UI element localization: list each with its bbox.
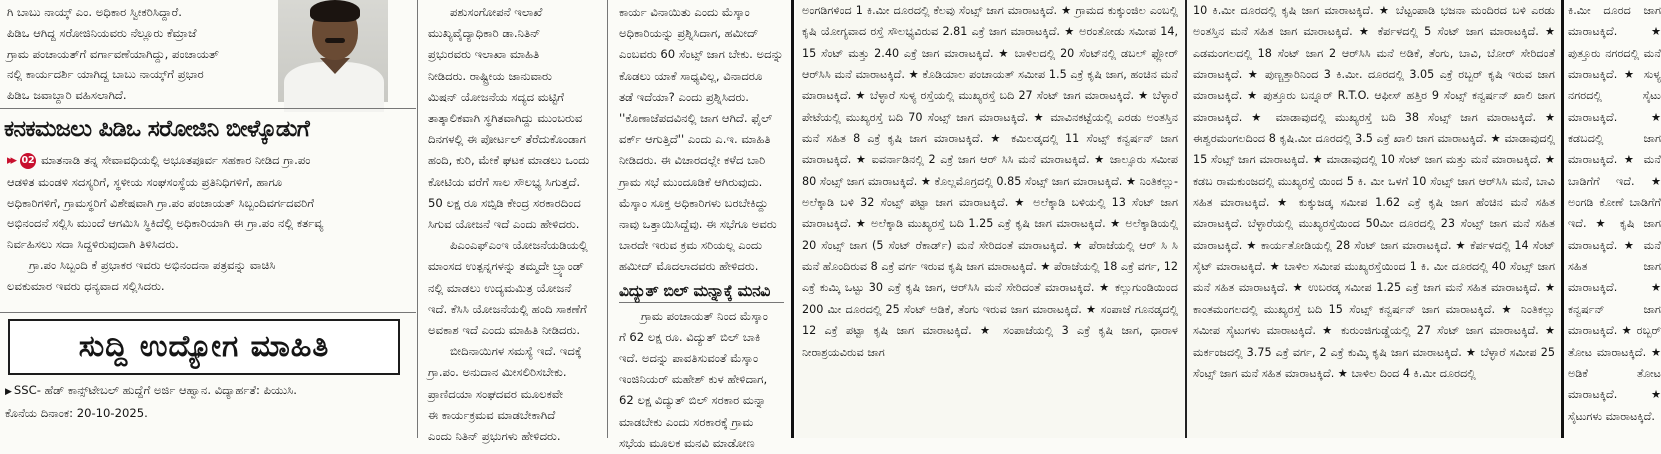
- headline: ಕನಕಮಜಲು ಪಿಡಿಒ ಸರೋಜಿನಿ ಬೀಳ್ಕೊಡುಗೆ: [4, 116, 310, 142]
- text-line: ತಾತ್ಕಾಲಿಕವಾಗಿ ಸ್ಥಗಿತವಾಗಿದ್ದು ಮುಂಬರುವ: [428, 111, 583, 126]
- text-line: ಗ್ರಾ.ಪಂ ಸಿಬ್ಬಂದಿ ಕೆ ಪ್ರಭಾಕರ ಇವರು ಅಭಿನಂದನಾ ಪತ್ರವನ್ನು ವಾಚಿಸಿ: [29, 257, 276, 272]
- job-item: [5, 380, 410, 403]
- text-line: ತಡೆ ಇದೆಯಾ? ಎಂದು ಪ್ರಶ್ನಿಸಿದರು.: [619, 89, 749, 104]
- text-line: 50 ಲಕ್ಷ ರೂ ಸಬ್ಸಿಡಿ ಕೇಂದ್ರ ಸರಕಾರದಿಂದ: [428, 195, 581, 210]
- text-line: ಸಭೆಯ ಮೂಲಕ ಮನವಿ ಮಾಡೋಣ: [619, 435, 755, 450]
- text-line: ಈ ಕಾರ್ಯಕ್ರಮವ ಮಾಡಬೇಕಾಗಿದೆ: [428, 407, 556, 422]
- text-line: ಹಮೀದ್ ಮೊದಲಾದವರು ಹೇಳಿದರು.: [619, 259, 759, 274]
- text-line: ಗ್ರಾಮ ಪಂಚಾಯತ್‌ಗೆ ವರ್ಗಾವಣೆಯಾಗಿದ್ದು, ಪಂಚಾಯತ್: [7, 46, 219, 61]
- classifieds-border: [791, 0, 794, 438]
- text-line: ಎಂದು ನಿತಿನ್ ಪ್ರಭುಗಳು ಹೇಳಿದರು.: [428, 429, 561, 444]
- text-line: SSC- ಹೆಡ್ ಕಾನ್ಸ್‌ಟೇಬಲ್ ಹುದ್ದೆಗೆ ಅರ್ಜಿ ಆಹ್ವಾನ. ವಿದ್ಯಾರ್ಹತೆ: ಪಿಯುಸಿ.: [13, 383, 297, 397]
- text-line: ದಿನಗಳಲ್ಲಿ ಈ ಪೋರ್ಟಲ್ ತೆರೆದುಕೊಂಡಾಗ: [428, 132, 586, 147]
- classifieds-column-right: [1564, 0, 1661, 438]
- text-line: ಪಶುಸಂಗೋಪನೆ ಇಲಾಖೆ: [450, 5, 543, 19]
- text-line: ನಾವು ಒತ್ತಾಯಿಸಿದ್ದೆವು. ಈ ಸಭೆಗೂ ಅವರು: [619, 217, 777, 232]
- divider: [0, 108, 416, 109]
- text-line: ಮಿಷನ್ ಯೋಜನೆಯ ಸದ್ಯದ ಮಟ್ಟಿಗೆ: [428, 89, 564, 104]
- article-column-3: [612, 0, 788, 450]
- jobs-banner: [8, 319, 400, 375]
- text-line: ಮಾಂಸದ ಉತ್ಪನ್ನಗಳನ್ನು ತಮ್ಮದೇ ಬ್ರ್ಯಾಂಡ್: [428, 259, 584, 274]
- text-line: 62 ಲಕ್ಷ ವಿದ್ಯುತ್ ಬಿಲ್ ಸರಕಾರ ಮನ್ನಾ: [619, 393, 767, 408]
- text-line: ಅವಕಾಶ ಇದೆ ಎಂದು ಮಾಹಿತಿ ನೀಡಿದರು.: [428, 323, 581, 338]
- text-line: ಕಾರ್ಯ ವಿನಾಯಿತು ಎಂದು ಮೆಸ್ಕಾಂ: [619, 5, 750, 19]
- text-line: ಸಿಗುವ ಯೋಜನೆ ಇದೆ ಎಂದು ಹೇಳಿದರು.: [428, 217, 580, 232]
- text-line: ಗೆ 62 ಲಕ್ಷ ರೂ. ವಿದ್ಯುತ್ ಬಿಲ್ ಬಾಕಿ: [619, 329, 761, 344]
- text-line: ವರ್ಕ್ ಆಗುತ್ತಿದೆ'' ಎಂದು ಎ.ಇ. ಮಾಹಿತಿ: [619, 132, 771, 147]
- subheading: ವಿದ್ಯುತ್ ಬಿಲ್ ಮನ್ನಾಕ್ಕೆ ಮನವಿ: [619, 280, 784, 303]
- article-continuation: [7, 2, 272, 106]
- text-line: ಅಧಿಕಾರಿಯನ್ನು ಪ್ರಶ್ನಿಸಿದಾಗ, ಹಮೀದ್: [619, 26, 759, 41]
- text-line: ಬಾರದೇ ಇರುವ ಕ್ರಮ ಸರಿಯಲ್ಲ ಎಂದು: [619, 238, 763, 253]
- continuation-badge: 02: [20, 153, 36, 169]
- article-column-1: [0, 0, 416, 438]
- text-line: ಪಿಡಿಒ ಜವಾಬ್ದಾರಿ ವಹಿಸಲಾಗಿದೆ.: [7, 88, 127, 103]
- divider: [0, 312, 416, 313]
- text-line: ಗ್ರಾಮ ಪಂಚಾಯತ್ ನಿಂದ ಮೆಸ್ಕಾಂ: [641, 308, 768, 323]
- article-column-2: [422, 0, 604, 444]
- column-rule: [607, 0, 608, 438]
- text-line: ಗ್ರಾ.ಪಂ. ಅನುದಾನ ಮೀಸಲಿರಿಸಬೇಕು.: [428, 365, 567, 380]
- classified-listings: 10 ಕಿ.ಮೀ ದೂರದಲ್ಲಿ ಕೃಷಿ ಜಾಗ ಮಾರಾಟಕ್ಕಿದೆ. ★ ಬೆಟ್ಟಂಪಾಡಿ ಭಜನಾ ಮಂದಿರದ ಬಳಿ ಎರಡು ಅಂತಸ್ತಿನ ಮನೆ ಸಹಿತ ಜಾಗ ಮಾರಾಟಕ್ಕಿದೆ. ★ ಕೆರ್ಪಳದಲ್ಲಿ 5 ಸೆಂಟ್ ಜಾಗ ಮಾರಾಟಕ್ಕಿದೆ. ★ ಎಡಮಂಗಲದಲ್ಲಿ 18 ಸೆಂಟ್ ಜಾಗ 2 ಆರ್‌ಸಿಸಿ ಮನೆ ಅಡಿಕೆ, ತೆಂಗು, ಬಾವಿ, ಬೋರ್ ಸೇರಿದಂತೆ ಮಾರಾಟಕ್ಕಿದೆ. ★ ಪುಣ್ಚತ್ತಾರಿನಿಂದ 3 ಕಿ.ಮೀ. ದೂರದಲ್ಲಿ 3.05 ಎಕ್ರೆ ರಬ್ಬರ್ ಕೃಷಿ ಇರುವ ಜಾಗ ಮಾರಾಟಕ್ಕಿದೆ. ★ ಪುತ್ತೂರು ಬನ್ನೂರ್ R.T.O. ಆಫೀಸ್ ಹತ್ತಿರ 9 ಸೆಂಟ್ಸ್ ಕನ್ವರ್ಷನ್ ಖಾಲಿ ಜಾಗ ಮಾರಾಟಕ್ಕಿದೆ. ★ ಮಾಡಾವುದಲ್ಲಿ ಮುಖ್ಯರಸ್ತೆ ಬದಿ 38 ಸೆಂಟ್ಸ್ ಜಾಗ ಮಾರಾಟಕ್ಕಿದೆ. ★ ಈಶ್ವರಮಂಗಲದಿಂದ 8 ಕೃಷಿ.ಮೀ ದೂರದಲ್ಲಿ 3.5 ಎಕ್ರೆ ಖಾಲಿ ಜಾಗ ಮಾರಾಟಕ್ಕಿದೆ. ★ ಮಾಡಾವುದಲ್ಲಿ 15 ಸೆಂಟ್ಸ್ ಜಾಗ ಮಾರಾಟಕ್ಕಿದೆ. ★ ಮಾಡಾವುದಲ್ಲಿ 10 ಸೆಂಟ್ ಜಾಗ ಮತ್ತು ಮನೆ ಮಾರಾಟಕ್ಕಿದೆ. ★ ಕಡಬ ರಾಮಕುಂಜದಲ್ಲಿ ಮುಖ್ಯರಸ್ತೆ ಯಿಂದ 5 ಕಿ. ಮೀ ಒಳಗೆ 10 ಸೆಂಟ್ಸ್ ಜಾಗ ಆರ್‌ಸಿಸಿ ಮನೆ, ಬಾವಿ ಸಹಿತ ಮಾರಾಟಕ್ಕಿದೆ. ★ ಕುಕ್ಕುಜಡ್ಕ ಸಮೀಪ 1.62 ಎಕ್ರೆ ಕೃಷಿ ಜಾಗ ಹೆಂಚಿನ ಮನೆ ಸಹಿತ ಮಾರಾಟಕ್ಕಿದೆ. ಬೆಳ್ಳಾರೆಯಲ್ಲಿ ಮುಖ್ಯರಸ್ತೆಯಿಂದ 50ಮೀ ದೂರದಲ್ಲಿ 23 ಸೆಂಟ್ಸ್ ಜಾಗ ಮನೆ ಸಹಿತ ಮಾರಾಟಕ್ಕಿದೆ. ★ ಕಾರ್ಯತೋಡಿಯಲ್ಲಿ 28 ಸೆಂಟ್ ಜಾಗ ಮಾರಾಟಕ್ಕಿದೆ. ★ ಕೆರ್ಪಳದಲ್ಲಿ 14 ಸೆಂಟ್ ಸೈಟ್ ಮಾರಾಟಕ್ಕಿದೆ. ★ ಬಾಳಿಲ ಸಮೀಪ ಮುಖ್ಯರಸ್ತೆಯಿಂದ 1 ಕಿ. ಮೀ ದೂರದಲ್ಲಿ 40 ಸೆಂಟ್ಸ್ ಜಾಗ ಮನೆ ಸಹಿತ ಮಾರಾಟಕ್ಕಿದೆ. ★ ಉಬರಡ್ಕ ಸಮೀಪ 1.25 ಎಕ್ರೆ ಜಾಗ ಮನೆ ಸಹಿತ ಮಾರಾಟಕ್ಕಿದೆ. ★ ಕಾಂತಮಂಗಲದಲ್ಲಿ ಮುಖ್ಯರಸ್ತೆ ಬದಿ 15 ಸೆಂಟ್ಸ್ ಕನ್ವರ್ಷನ್ ಜಾಗ ಮಾರಾಟಕ್ಕಿದೆ. ★ ನಿಂತಿಕಲ್ಲು ಸಮೀಪ ಸೈಟುಗಳು ಮಾರಾಟಕ್ಕಿದೆ. ★ ಕುರುಂಜಿಗುಡ್ಡೆಯಲ್ಲಿ 27 ಸೆಂಟ್ ಜಾಗ ಮಾರಾಟಕ್ಕಿದೆ. ★ ಮರ್ಕಂಜದಲ್ಲಿ 3.75 ಎಕ್ರೆ ವರ್ಗ, 2 ಎಕ್ರೆ ಕುಮ್ಕಿ ಕೃಷಿ ಜಾಗ ಮಾರಾಟಕ್ಕಿದೆ. ★ ಬೆಳ್ಳಾರೆ ಸಮೀಪ 25 ಸೆಂಟ್ಸ್ ಜಾಗ ಮನೆ ಸಹಿತ ಮಾರಾಟಕ್ಕಿದೆ. ★ ಬಾಳಿಲ ದಿಂದ 4 ಕಿ.ಮೀ ದೂರದಲ್ಲಿ: [1193, 4, 1555, 380]
- text-line: ಇದೆ. ಅದನ್ನು ಪಾವತಿಸುವಂತೆ ಮೆಸ್ಕಾಂ: [619, 351, 759, 366]
- text-line: ಇಂಜಿನಿಯರ್ ಮಹೇಶ್ ಕುಳ ಹೇಳಿದಾಗ,: [619, 372, 768, 387]
- jobs-listing: [5, 380, 410, 423]
- classified-listings: ಕಿ.ಮೀ ದೂರದ ಜಾಗ ಮಾರಾಟಕ್ಕಿದೆ. ★ ಪುತ್ತೂರು ನಗರದಲ್ಲಿ ಮನೆ ಮಾರಾಟಕ್ಕಿದೆ. ★ ಸುಳ್ಯ ನಗರದಲ್ಲಿ ಸೈಟು ಮಾರಾಟಕ್ಕಿದೆ. ★ ಕಡಬದಲ್ಲಿ ಜಾಗ ಮಾರಾಟಕ್ಕಿದೆ. ★ ಮನೆ ಬಾಡಿಗೆಗೆ ಇದೆ. ★ ಅಂಗಡಿ ಕೋಣೆ ಬಾಡಿಗೆಗೆ ಇದೆ. ★ ಕೃಷಿ ಜಾಗ ಮಾರಾಟಕ್ಕಿದೆ. ★ ಮನೆ ಸಹಿತ ಜಾಗ ಮಾರಾಟಕ್ಕಿದೆ. ★ ಕನ್ವರ್ಷನ್ ಜಾಗ ಮಾರಾಟಕ್ಕಿದೆ. ★ ರಬ್ಬರ್ ತೋಟ ಮಾರಾಟಕ್ಕಿದೆ. ★ ಅಡಿಕೆ ತೋಟ ಮಾರಾಟಕ್ಕಿದೆ. ★ ಸೈಟುಗಳು ಮಾರಾಟಕ್ಕಿದೆ.: [1568, 4, 1661, 423]
- text-line: ಅಭಿನಂದನೆ ಸಲ್ಲಿಸಿ ಮುಂದೆ ಆಗಮಿಸಿ ಸ್ಥಿಕಿದೆಲ್ಲಿ ಅಧಿಕಾರಿಯಾಗಿ ಈ ಗ್ರಾ.ಪಂ ನಲ್ಲಿ ಕರ್ತವ್ಯ: [7, 216, 324, 231]
- text-line: ಪಿಡಿಒ ಆಗಿದ್ದ ಸರೋಜಿನಿಯವರು ನೆಲ್ಲೂರು ಕೆಮ್ರಾಜೆ: [7, 25, 197, 40]
- text-line: ಎಂಬವರು 60 ಸೆಂಟ್ಸ್ ಜಾಗ ಬೇಕು. ಅದನ್ನು: [619, 47, 784, 62]
- article-body: [7, 150, 411, 297]
- arrow-marker-icon: ▸▸: [7, 153, 15, 168]
- triangle-bullet-icon: ▶: [5, 387, 12, 397]
- text-line: ಕೊನೆಯ ದಿನಾಂಕ: 20-10-2025.: [5, 405, 148, 420]
- classifieds-column-left: [796, 0, 1184, 438]
- text-line: ಕೋಟಿಯ ವರೆಗೆ ಸಾಲ ಸೌಲಭ್ಯ ಸಿಗುತ್ತದೆ.: [428, 174, 581, 189]
- text-line: ಲವಕುಮಾರ ಇವರು ಧನ್ಯವಾದ ಸಲ್ಲಿಸಿದರು.: [7, 278, 165, 293]
- text-line: ಮುಖ್ಯವೈದ್ಯಾಧಿಕಾರಿ ಡಾ.ನಿತಿನ್: [428, 26, 541, 41]
- text-line: ಆಡಳಿತ ಮಂಡಳಿ ಸದಸ್ಯರಿಗೆ, ಸ್ಥಳೀಯ ಸಂಘಸಂಸ್ಥೆಯ ಪ್ರತಿನಿಧಿಗಳಿಗೆ, ಹಾಗೂ: [7, 174, 283, 189]
- text-line: ಮೆಸ್ಕಾಂ ಸೂಕ್ತ ಅಧಿಕಾರಿಗಳು ಬರಬೇಕಿದ್ದು: [619, 195, 768, 210]
- text-line: ''ಕೊಣಾಜೆಪದವಿನಲ್ಲಿ ಜಾಗ ಆಗಿದೆ. ಫೈಲ್: [619, 111, 773, 126]
- text-line: ನಿರ್ವಹಿಸಲು ಸದಾ ಸಿದ್ದಳಿರುವುದಾಗಿ ತಿಳಿಸಿದರು.: [7, 237, 179, 252]
- classifieds-column-mid: [1187, 0, 1561, 438]
- column-rule: [417, 0, 418, 438]
- text-line: ಪ್ರಭುರವರು ಇಲಾಖಾ ಮಾಹಿತಿ: [428, 47, 540, 62]
- text-line: ಮಾತನಾಡಿ ತನ್ನ ಸೇವಾವಧಿಯಲ್ಲಿ ಅಭೂತಪೂರ್ವ ಸಹಕಾರ ನೀಡಿದ ಗ್ರಾ.ಪಂ: [41, 153, 311, 167]
- text-line: ಮಾಡಬೇಕು ಎಂದು ಸರಕಾರಕ್ಕೆ ಗ್ರಾಮ: [619, 414, 754, 429]
- classified-listings: ಅಂಗಡಿಗಳಿಂದ 1 ಕಿ.ಮೀ ದೂರದಲ್ಲಿ ಕೆಲವು ಸೆಂಟ್ಸ್ ಜಾಗ ಮಾರಾಟಕ್ಕಿದೆ. ★ ಗ್ರಾಮದ ಕುಕ್ಕುಂಜಿಲ ಎಂಬಲ್ಲಿ ಕೃಷಿ ಯೋಗ್ಯವಾದ ರಸ್ತೆ ಸೌಲಭ್ಯವಿರುವ 2.81 ಎಕ್ರೆ ಜಾಗ ಮಾರಾಟಕ್ಕಿದೆ. ★ ಅರಂತೋಡು ಸಮೀಪ 14, 15 ಸೆಂಟ್ ಮತ್ತು 2.40 ಎಕ್ರೆ ಜಾಗ ಮಾರಾಟಕ್ಕಿದೆ. ★ ಬಾಳಿಲದಲ್ಲಿ 20 ಸೆಂಟ್‌ನಲ್ಲಿ ಡಬಲ್ ಫ್ಲೋರ್ ಆರ್‌ಸಿಸಿ ಮನೆ ಮಾರಾಟಕ್ಕಿದೆ. ★ ಕೊಡಿಯಾಲ ಪಂಚಾಯತ್ ಸಮೀಪ 1.5 ಎಕ್ರೆ ಕೃಷಿ ಜಾಗ, ಹಂಚಿನ ಮನೆ ಮಾರಾಟಕ್ಕಿದೆ. ★ ಬೆಳ್ಳಾರೆ ಸುಳ್ಯ ರಸ್ತೆಯಲ್ಲಿ ಮುಖ್ಯರಸ್ತೆ ಬದಿ 27 ಸೆಂಟ್ ಜಾಗ ಮಾರಾಟಕ್ಕಿದೆ. ★ ಬೆಳ್ಳಾರೆ ಪೇಟೆಯಲ್ಲಿ ಮುಖ್ಯರಸ್ತೆ ಬದಿ 70 ಸೆಂಟ್ಸ್ ಜಾಗ ಮಾರಾಟಕ್ಕಿದೆ. ★ ಮಾವಿನಕಟ್ಟೆಯಲ್ಲಿ ಎರಡು ಅಂತಸ್ತಿನ ಮನೆ ಸಹಿತ 8 ಎಕ್ರೆ ಕೃಷಿ ಜಾಗ ಮಾರಾಟಕ್ಕಿದೆ. ★ ಕಮಿಲಡ್ಕದಲ್ಲಿ 11 ಸೆಂಟ್ಸ್ ಕನ್ವರ್ಷನ್ ಜಾಗ ಮಾರಾಟಕ್ಕಿದೆ. ★ ಐವರ್ನಾಡಿನಲ್ಲಿ 2 ಎಕ್ರೆ ಜಾಗ ಆರ್ ಸಿಸಿ ಮನೆ ಮಾರಾಟಕ್ಕಿದೆ. ★ ಜಾಲ್ಸೂರು ಸಮೀಪ 80 ಸೆಂಟ್ಸ್ ಜಾಗ ಮಾರಾಟಕ್ಕಿದೆ. ★ ಕೊಲ್ಲಮೊಗ್ರದಲ್ಲಿ 0.85 ಸೆಂಟ್ಸ್ ಜಾಗ ಮಾರಾಟಕ್ಕಿದೆ. ★ ನಿಂತಿಕಲ್ಲು- ಅಲೆಕ್ಕಾಡಿ ಬಳಿ 32 ಸೆಂಟ್ಸ್ ಪಟ್ಟಾ ಜಾಗ ಮಾರಾಟಕ್ಕಿದೆ. ★ ಅಲೆಕ್ಕಾಡಿ ಬಳಿಯಲ್ಲಿ 13 ಸೆಂಟ್ ಜಾಗ ಮಾರಾಟಕ್ಕಿದೆ. ★ ಅಲೆಕ್ಕಾಡಿ ಮುಖ್ಯರಸ್ತೆ ಬದಿ 1.25 ಎಕ್ರೆ ಕೃಷಿ ಜಾಗ ಮಾರಾಟಕ್ಕಿದೆ. ★ ಅಲೆಕ್ಕಾಡಿಯಲ್ಲಿ 20 ಸೆಂಟ್ಸ್ ಜಾಗ (5 ಸೆಂಟ್ ರೆಕಾರ್ಡ್) ಮನೆ ಸೇರಿದಂತೆ ಮಾರಾಟಕ್ಕಿದೆ. ★ ಪೆರಾಜೆಯಲ್ಲಿ ಆರ್ ಸಿ ಸಿ ಮನೆ ಹೊಂದಿರುವ 8 ಎಕ್ರೆ ವರ್ಗ ಇರುವ ಕೃಷಿ ಜಾಗ ಮಾರಾಟಕ್ಕಿದೆ. ★ ಪೆರಾಜೆಯಲ್ಲಿ 18 ಎಕ್ರೆ ವರ್ಗ, 12 ಎಕ್ರೆ ಕುಮ್ಕಿ ಒಟ್ಟು 30 ಎಕ್ರೆ ಕೃಷಿ ಜಾಗ, ಆರ್‌ಸಿಸಿ ಮನೆ ಸೇರಿದಂತೆ ಮಾರಾಟಕ್ಕಿದೆ. ★ ಕಲ್ಲುಗುಂಡಿಯಿಂದ 200 ಮೀ ದೂರದಲ್ಲಿ 25 ಸೆಂಟ್ ಅಡಿಕೆ, ತೆಂಗು ಇರುವ ಜಾಗ ಮಾರಾಟಕ್ಕಿದೆ. ★ ಸಂಪಾಜೆ ಗೂನಡ್ಕದಲ್ಲಿ 12 ಎಕ್ರೆ ಪಟ್ಟಾ ಕೃಷಿ ಜಾಗ ಮಾರಾಟಕ್ಕಿದೆ. ★ ಸಂಪಾಜೆಯಲ್ಲಿ 3 ಎಕ್ರೆ ಕೃಷಿ ಜಾಗ, ಧಾರಾಳ ನೀರಾಶ್ರಯವಿರುವ ಜಾಗ: [802, 4, 1178, 359]
- text-line: ಅಧಿಕಾರಿಗಳಿಗೆ, ಗ್ರಾಮಸ್ಥರಿಗೆ ವಿಶೇಷವಾಗಿ ಗ್ರಾ.ಪಂ ಪಂಚಾಯತ್ ಸಿಬ್ಬಂದಿವರ್ಗದವರಿಗೆ: [7, 195, 314, 210]
- text-line: ಕೊಡಲು ಯಾಕೆ ಸಾಧ್ಯವಿಲ್ಲ, ವಿನಾದರೂ: [619, 68, 763, 83]
- text-line: ನೀಡಿದರು. ಈ ವಿಚಾರದಲ್ಲೇ ಕಳೆದ ಬಾರಿ: [619, 153, 766, 168]
- text-line: ಗಿ ಬಾಬು ನಾಯ್ಕ್ ಎಂ. ಅಧಿಕಾರ ಸ್ವೀಕರಿಸಿದ್ದಾರೆ.: [7, 5, 182, 19]
- jobs-title: ಸುದ್ದಿ ಉದ್ಯೋಗ ಮಾಹಿತಿ: [78, 329, 330, 364]
- text-line: ಹಂದಿ, ಕುರಿ, ಮೇಕೆ ಘಟಕ ಮಾಡಲು ಒಂದು: [428, 153, 590, 168]
- text-line: ಗ್ರಾಮ ಸಭೆ ಮುಂದೂಡಿಕೆ ಆಗಿರುವುದು.: [619, 174, 763, 189]
- text-line: ಇದೆ. ಕೆಸಿಸಿ ಯೋಜನೆಯಲ್ಲಿ ಹಂದಿ ಸಾಕಣೆಗೆ: [428, 301, 587, 316]
- text-line: ಪ್ರಾಣಿದಯಾ ಸಂಘದವರ ಮೂಲಕವೇ: [428, 386, 564, 401]
- text-line: ಬೀದಿನಾಯಿಗಳ ಸಮಸ್ಯೆ ಇದೆ. ಇದಕ್ಕೆ: [450, 344, 582, 359]
- text-line: ನೀಡಿದರು. ರಾಷ್ಟ್ರೀಯ ಜಾನುವಾರು: [428, 68, 552, 83]
- story-first-line: [7, 150, 411, 172]
- text-line: ನಲ್ಲಿ ಮಾಡಲು ಉದ್ಯಮಮಿತ್ರ ಯೋಜನೆ: [428, 280, 572, 295]
- portrait-photo: [278, 0, 388, 102]
- text-line: ನಲ್ಲಿ ಕಾರ್ಯದರ್ಶಿ ಯಾಗಿದ್ದ ಬಾಬು ನಾಯ್ಕ್‌ಗೆ ಪ್ರಭಾರ: [7, 67, 204, 82]
- text-line: ಪಿಎಂಎಫ್‌ಎಂಇ ಯೋಜನೆಯಡಿಯಲ್ಲಿ: [450, 238, 588, 253]
